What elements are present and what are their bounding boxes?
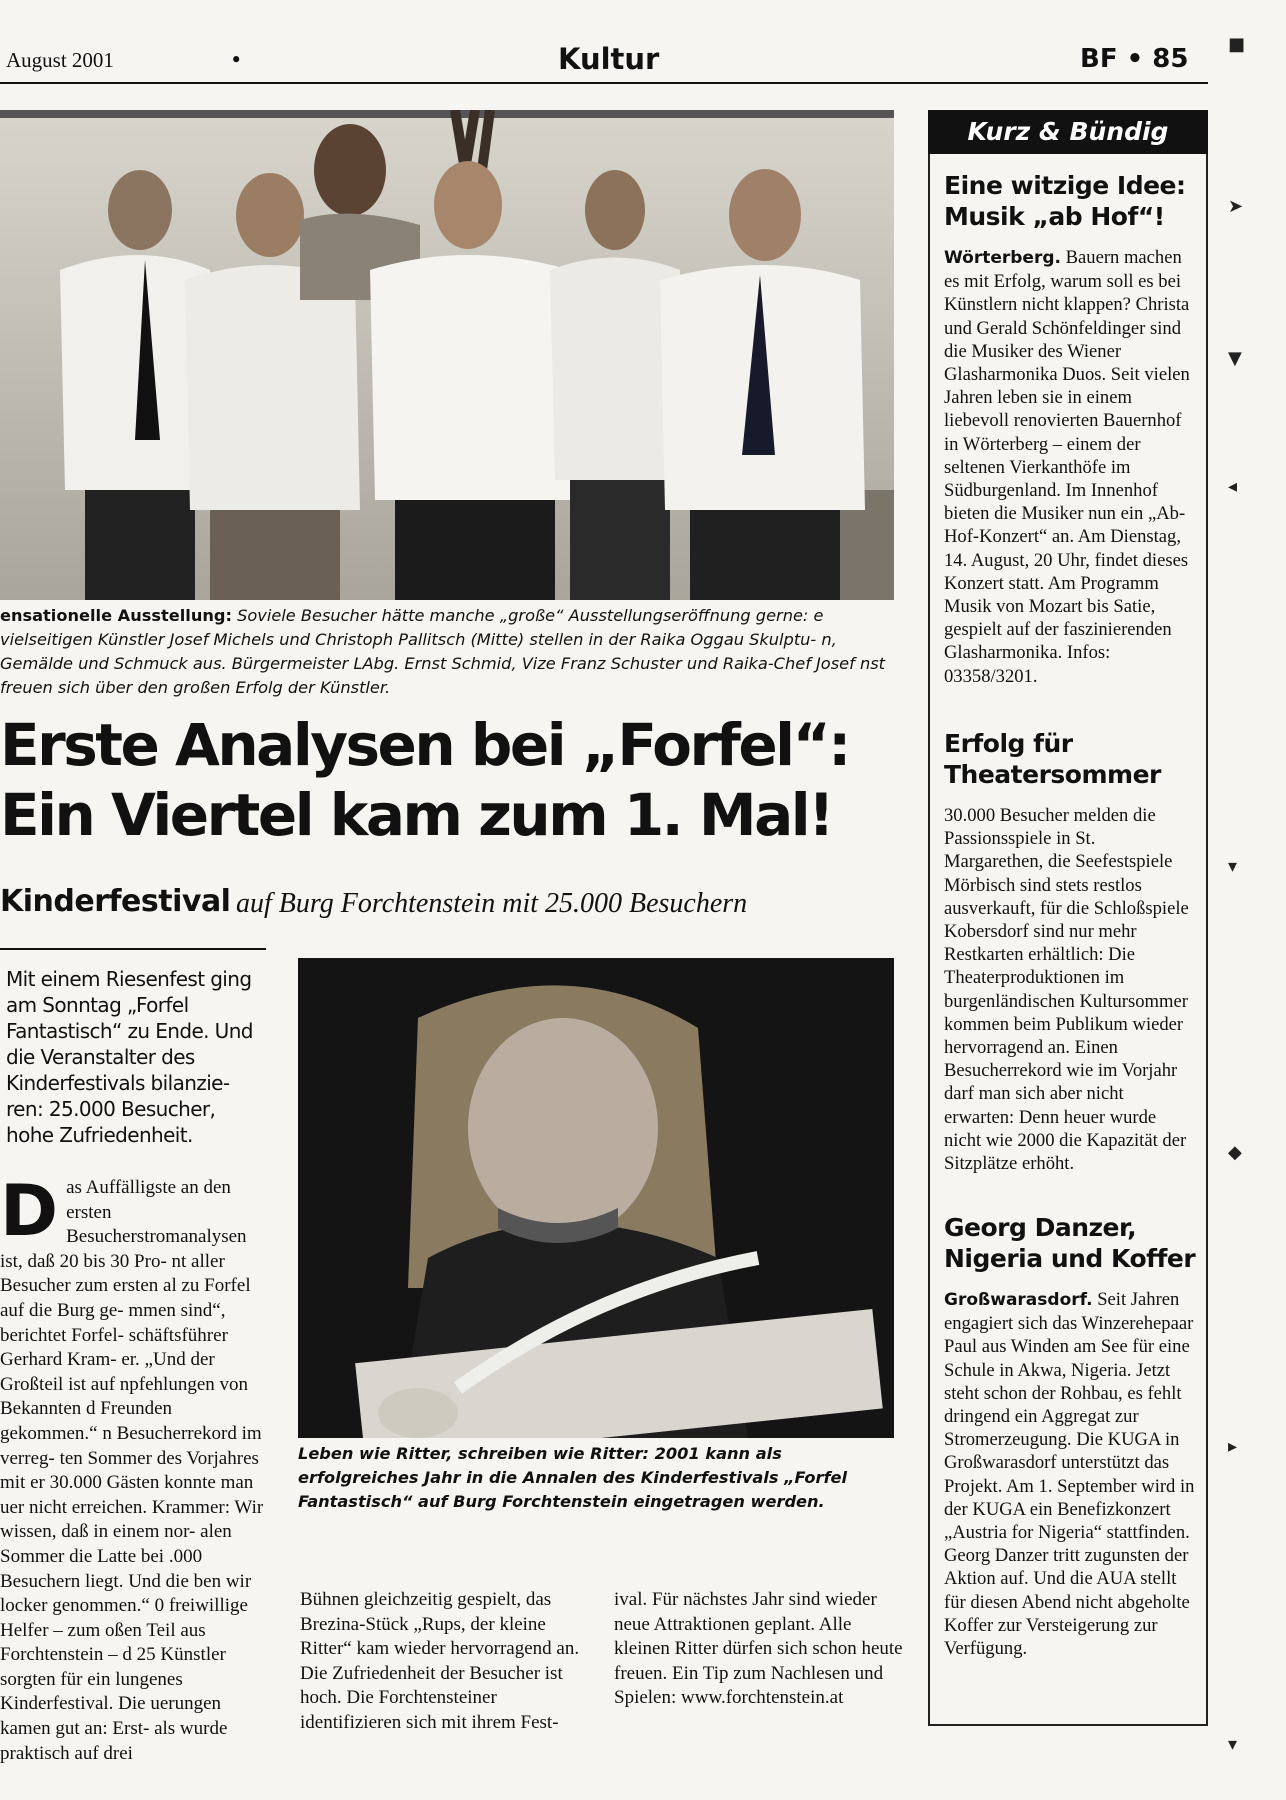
drop-cap: D (0, 1170, 59, 1252)
header-separator: • (230, 48, 243, 72)
headline-line-2: Ein Viertel kam zum 1. Mal! (0, 781, 833, 849)
subheadline-italic: auf Burg Forchtenstein mit 25.000 Besuchern (236, 888, 748, 919)
sidebar-text-2: 30.000 Besucher melden die Passionsspiele in St. Margarethen, die Seefestspiele Mörbisch sind stets restlos ausverkauft, für die Schloßspiele Kobersdorf sind nur mehr Restkarten erhältlich: Die Theaterproduktionen im burgenländischen Kultursommer kommen beim Publikum wieder hervorragend an. Einen Besucherrekord wie im Vorjahr darf man sich aber nicht erwarten: Denn heuer wurde nicht wie 2000 die Kapazität der Sitzplätze erhöht. (944, 805, 1189, 1175)
group-photo (0, 110, 894, 600)
article-column-middle: Bühnen gleichzeitig gespielt, das Brezina-Stück „Rups, der kleine Ritter“ kam wieder hervorragend an. Die Zufriedenheit der Besucher ist hoch. Die Forchtensteiner identifizieren sich mit ihrem Fest- (300, 1589, 580, 1733)
scan-mark: ■ (1228, 34, 1246, 55)
scan-mark: ◂ (1228, 476, 1238, 497)
headline-line-1: Erste Analysen bei „Forfel“: (0, 711, 849, 779)
issue-date: August 2001 (6, 48, 114, 72)
headline (0, 710, 890, 850)
scan-mark: ▾ (1228, 1734, 1238, 1755)
sidebar-heading-3: Georg Danzer, Nigeria und Koffer (944, 1213, 1196, 1273)
group-photo-caption (0, 604, 894, 700)
page-number: BF • 85 (1080, 44, 1189, 74)
scan-mark: ▼ (1228, 348, 1242, 369)
sidebar-text-1 (944, 246, 1196, 688)
section-title: Kultur (558, 42, 660, 76)
scan-mark: ◆ (1228, 1142, 1242, 1163)
sidebar-heading-2: Erfolg für Theatersommer (944, 729, 1161, 789)
scan-mark: ▾ (1228, 856, 1238, 877)
header-rule (0, 82, 1208, 84)
subheadline-bold: Kinderfestival (0, 884, 231, 919)
sidebar-heading-1: Eine witzige Idee: Musik „ab Hof“! (944, 171, 1186, 231)
sidebar-text-3 (944, 1288, 1196, 1660)
girl-writing-photo (298, 958, 894, 1438)
sidebar-place-1: Wörterberg. (944, 248, 1061, 268)
sidebar-body-3: Seit Jahren engagiert sich das Winzerehepaar Paul aus Winden am See für eine Schule in Akwa, Nigeria. Jetzt steht schon der Rohbau, es fehlt dringend ein Aggregat zur Stromerzeugung. Die KUGA in Großwarasdorf unterstützt das Projekt. Am 1. September wird in der KUGA ein Benefizkonzert „Austria for Nigeria“ stattfinden. Georg Danzer tritt zugunsten der Aktion auf. Und die AUA stellt für diesen Abend nicht abgeholte Koffer zur Versteigerung zur Verfügung. (944, 1289, 1195, 1660)
girl-photo-caption: Leben wie Ritter, schreiben wie Ritter: 2001 kann als erfolgreiches Jahr in die Annalen des Kinderfestivals „Forfel Fantastisch“ auf Burg Forchtenstein eingetragen werden. (298, 1444, 848, 1511)
sidebar-place-3: Großwarasdorf. (944, 1290, 1093, 1310)
article-text-left: as Auffälligste an den ersten Besucherstromanalysen ist, daß 20 bis 30 Pro- nt aller Besucher zum ersten al zu Forfel auf die Burg ge- mmen sind“, berichtet Forfel- schäftsführer Gerhard Kram- er. „Und der Großteil ist auf npfehlungen von Bekannten d Freunden gekommen.“ n Besucherrekord im verreg- ten Sommer des Vorjahres mit er 30.000 Gästen konnte man uer nicht erreichen. Krammer: Wir wissen, daß in einem nor- alen Sommer die Latte bei .000 Besuchern liegt. Und die ben wir locker genommen.“ 0 freiwillige Helfer – zum oßen Teil aus Forchtenstein – d 25 Künstler sorgten für ein lungenes Kinderfestival. Die uerungen kamen gut an: Erst- als wurde praktisch auf drei (0, 1177, 264, 1764)
sidebar-body-1: Bauern machen es mit Erfolg, warum soll es bei Künstlern nicht klappen? Christa und Gerald Schönfeldinger sind die Musiker des Wiener Glasharmonika Duos. Seit vielen Jahren leben sie in einem liebevoll renovierten Bauernhof in Wörterberg – einem der seltenen Vierkanthöfe im Südburgenland. Im Innenhof bieten die Musiker nun ein „Ab-Hof-Konzert“ an. Am Dienstag, 14. August, 20 Uhr, findet dieses Konzert statt. Am Programm Musik von Mozart bis Satie, gespielt auf der faszinierenden Glasharmonika. Infos: 03358/3201. (944, 247, 1190, 687)
lead-rule (0, 948, 266, 950)
caption-text: Soviele Besucher hätte manche „große“ Ausstellungseröffnung gerne: e vielseitigen Künstler Josef Michels und Christoph Pallitsch (Mitte) stellen in der Raika Oggau Skulptu- n, Gemälde und Schmuck aus. Bürgermeister LAbg. Ernst Schmid, Vize Franz Schuster und Raika-Chef Josef nst freuen sich über den großen Erfolg der Künstler. (0, 606, 885, 697)
sidebar-title: Kurz & Bündig (967, 117, 1169, 146)
scan-mark: ▸ (1228, 1436, 1238, 1457)
caption-lead: ensationelle Ausstellung: (0, 606, 232, 625)
article-column-right: ival. Für nächstes Jahr sind wieder neue Attraktionen geplant. Alle kleinen Ritter dürfen sich schon heute freuen. Ein Tip zum Nachlesen und Spielen: www.forchtenstein.at (614, 1589, 903, 1709)
scan-mark: ➤ (1228, 196, 1244, 217)
article-lead: Mit einem Riesenfest ging am Sonntag „Forfel Fantastisch“ zu Ende. Und die Veranstalter des Kinderfestivals bilanzie- ren: 25.000 Besucher, hohe Zufriedenheit. (6, 967, 253, 1147)
article-column-left (0, 1170, 272, 1766)
